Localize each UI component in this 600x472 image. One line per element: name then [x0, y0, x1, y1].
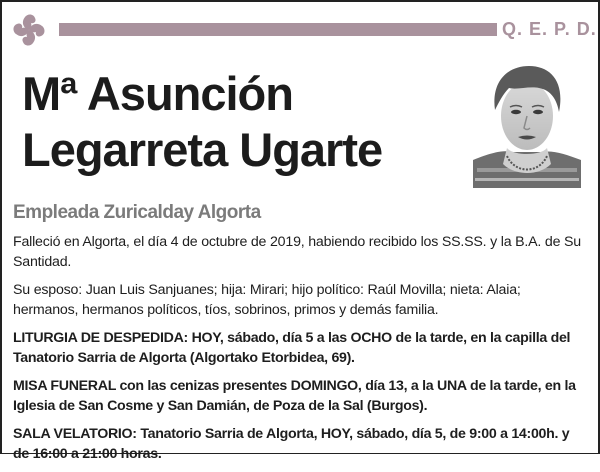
- deceased-name: [22, 66, 382, 178]
- family-paragraph: Su esposo: Juan Luis Sanjuanes; hija: Mirari; hijo político: Raúl Movilla; nieta: Alaia; hermanos, hermanos políticos, tíos, sobrinos, primos y demás familia.: [13, 282, 521, 318]
- header-divider-bar: [59, 23, 497, 36]
- obituary-body: [13, 232, 587, 472]
- portrait-image: [473, 60, 581, 188]
- death-notice-paragraph: Falleció en Algorta, el día 4 de octubre de 2019, habiendo recibido los SS.SS. y la B.A. de Su Santidad.: [13, 234, 581, 270]
- lauburu-icon: [5, 6, 53, 54]
- portrait-photo: [473, 60, 581, 188]
- farewell-liturgy-paragraph: LITURGIA DE DESPEDIDA: HOY, sábado, día 5 a las OCHO de la tarde, en la capilla del Tanatorio Sarria de Algorta (Algortako Etorbidea, 69).: [13, 330, 571, 366]
- deceased-occupation: Empleada Zuricalday Algorta: [13, 202, 261, 223]
- name-line-1: Mª Asunción: [22, 67, 293, 120]
- qepd-label: Q. E. P. D.: [502, 19, 597, 39]
- name-line-2: Legarreta Ugarte: [22, 123, 383, 176]
- obituary-header: [0, 0, 600, 60]
- funeral-mass-paragraph: MISA FUNERAL con las cenizas presentes DOMINGO, día 13, a la UNA de la tarde, en la Iglesia de San Cosme y San Damián, de Poza de la Sal (Burgos).: [13, 378, 576, 414]
- wake-room-paragraph: SALA VELATORIO: Tanatorio Sarria de Algorta, HOY, sábado, día 5, de 9:00 a 14:00h. y de 16:00 a 21:00 horas.: [13, 426, 570, 462]
